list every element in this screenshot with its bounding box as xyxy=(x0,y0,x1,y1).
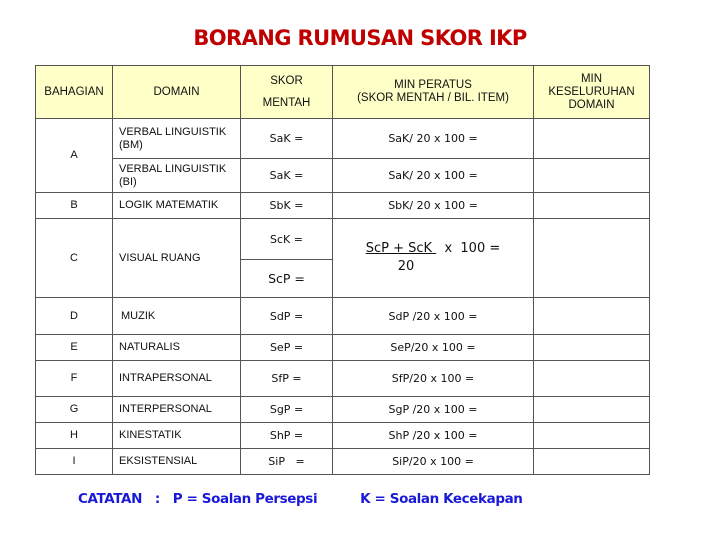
min-keseluruhan-cell[interactable] xyxy=(534,361,650,397)
table-row-i xyxy=(36,449,650,475)
domain-cell: INTERPERSONAL xyxy=(113,397,241,423)
min-keseluruhan-cell[interactable] xyxy=(534,193,650,219)
min-keseluruhan-cell[interactable] xyxy=(534,298,650,335)
header-min-peratus-line1: MIN PERATUS xyxy=(394,79,472,91)
domain-cell: NATURALIS xyxy=(113,335,241,361)
formula-numerator: ScP + ScK xyxy=(365,241,437,256)
bahagian-cell: F xyxy=(36,361,113,397)
header-min-kes-line2: KESELURUHAN xyxy=(548,85,635,98)
domain-cell: MUZIK xyxy=(113,298,241,335)
bahagian-cell: I xyxy=(36,449,113,475)
table-row-f xyxy=(36,361,650,397)
table-row-a1 xyxy=(36,119,650,159)
table-row-b xyxy=(36,193,650,219)
header-row xyxy=(36,66,650,119)
note-label: CATATAN : xyxy=(78,491,173,507)
header-domain: DOMAIN xyxy=(113,66,241,119)
header-min-kes-line3: DOMAIN xyxy=(568,98,615,111)
skor-cell[interactable]: ShP = xyxy=(241,423,333,449)
formula xyxy=(366,240,501,276)
skor-cell[interactable]: SbK = xyxy=(241,193,333,219)
domain-cell: VERBAL LINGUISTIK (BI) xyxy=(113,159,241,193)
domain-cell: KINESTATIK xyxy=(113,423,241,449)
page-title: BORANG RUMUSAN SKOR IKP xyxy=(193,26,527,50)
min-peratus-cell[interactable]: SeP/20 x 100 = xyxy=(333,335,534,361)
table-row-c1 xyxy=(36,219,650,260)
min-keseluruhan-cell[interactable] xyxy=(534,119,650,159)
min-peratus-cell[interactable]: SaK/ 20 x 100 = xyxy=(333,159,534,193)
bahagian-cell: A xyxy=(36,119,113,193)
min-peratus-cell[interactable]: SiP/20 x 100 = xyxy=(333,449,534,475)
bahagian-cell: E xyxy=(36,335,113,361)
domain-cell: VERBAL LINGUISTIK (BM) xyxy=(113,119,241,159)
bahagian-cell: D xyxy=(36,298,113,335)
bahagian-cell: G xyxy=(36,397,113,423)
note-k-definition: K = Soalan Kecekapan xyxy=(360,491,523,507)
table-row-h xyxy=(36,423,650,449)
min-peratus-cell[interactable]: SbK/ 20 x 100 = xyxy=(333,193,534,219)
min-peratus-cell[interactable]: SaK/ 20 x 100 = xyxy=(333,119,534,159)
skor-cell[interactable]: SaK = xyxy=(241,119,333,159)
formula-denominator: 20 xyxy=(397,259,415,274)
bahagian-cell: B xyxy=(36,193,113,219)
min-keseluruhan-cell[interactable] xyxy=(534,335,650,361)
min-peratus-cell[interactable] xyxy=(333,219,534,298)
bahagian-cell: C xyxy=(36,219,113,298)
domain-cell: INTRAPERSONAL xyxy=(113,361,241,397)
min-peratus-cell[interactable]: ShP /20 x 100 = xyxy=(333,423,534,449)
header-min-peratus xyxy=(333,66,534,119)
formula-rest: x 100 = xyxy=(436,241,501,256)
min-keseluruhan-cell[interactable] xyxy=(534,159,650,193)
footnote xyxy=(78,491,523,507)
min-peratus-cell[interactable]: SdP /20 x 100 = xyxy=(333,298,534,335)
header-min-kes-line1: MIN xyxy=(580,72,603,85)
min-keseluruhan-cell[interactable] xyxy=(534,449,650,475)
domain-cell: VISUAL RUANG xyxy=(113,219,241,298)
header-min-keseluruhan xyxy=(534,66,650,119)
min-keseluruhan-cell[interactable] xyxy=(534,423,650,449)
skor-cell[interactable]: SgP = xyxy=(241,397,333,423)
skor-cell[interactable]: SeP = xyxy=(241,335,333,361)
note-p-definition: P = Soalan Persepsi xyxy=(172,491,318,507)
bahagian-cell: H xyxy=(36,423,113,449)
skor-cell-p[interactable]: ScP = xyxy=(241,260,333,298)
min-peratus-cell[interactable]: SfP/20 x 100 = xyxy=(333,361,534,397)
skor-cell[interactable]: SaK = xyxy=(241,159,333,193)
table-row-a2 xyxy=(36,159,650,193)
table-row-d xyxy=(36,298,650,335)
header-bahagian: BAHAGIAN xyxy=(36,66,113,119)
header-skor-line2: MENTAH xyxy=(262,97,311,109)
skor-cell[interactable]: SfP = xyxy=(241,361,333,397)
min-keseluruhan-cell[interactable] xyxy=(534,397,650,423)
skor-cell[interactable]: SiP = xyxy=(241,449,333,475)
table-row-g xyxy=(36,397,650,423)
table-row-e xyxy=(36,335,650,361)
header-skor-line1: SKOR xyxy=(270,75,303,87)
domain-cell: LOGIK MATEMATIK xyxy=(113,193,241,219)
skor-cell-k[interactable]: ScK = xyxy=(241,219,333,260)
score-table xyxy=(35,65,650,475)
header-skor-mentah xyxy=(241,66,333,119)
note-gap xyxy=(317,491,360,507)
domain-cell: EKSISTENSIAL xyxy=(113,449,241,475)
header-min-peratus-line2: (SKOR MENTAH / BIL. ITEM) xyxy=(357,92,509,104)
min-keseluruhan-cell[interactable] xyxy=(534,219,650,298)
min-peratus-cell[interactable]: SgP /20 x 100 = xyxy=(333,397,534,423)
skor-cell[interactable]: SdP = xyxy=(241,298,333,335)
